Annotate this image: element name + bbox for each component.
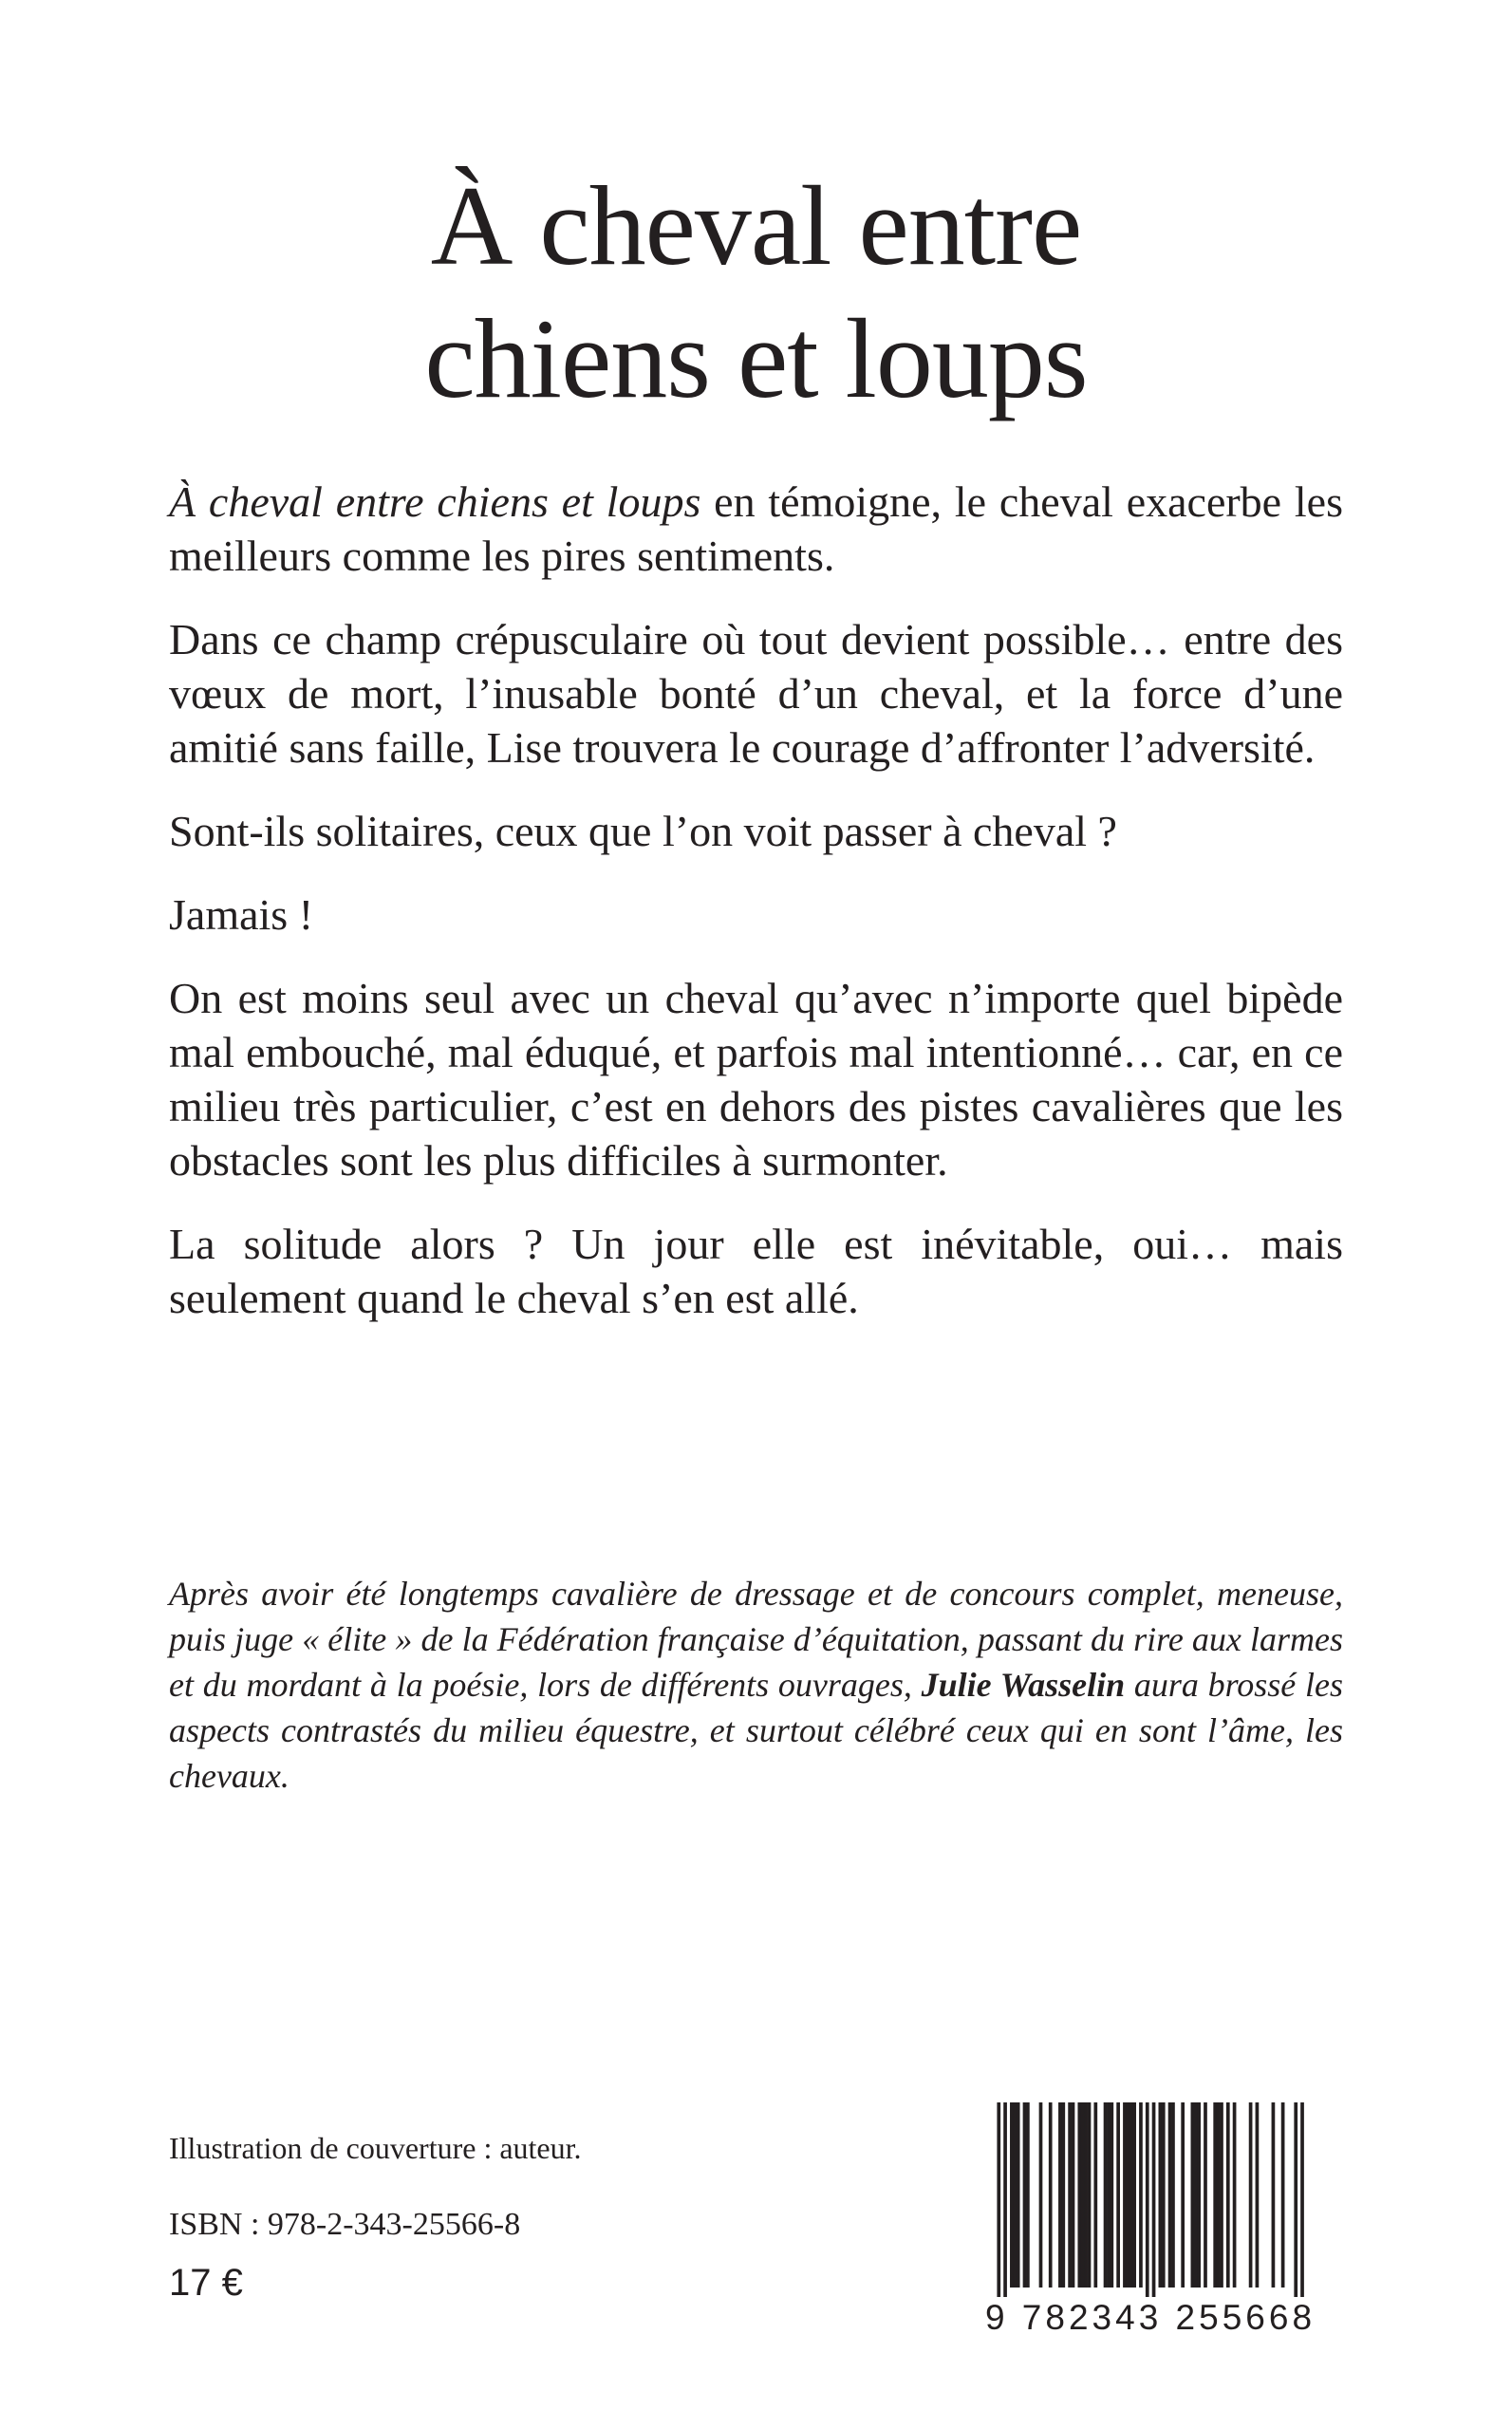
barcode-bar (1084, 2102, 1088, 2288)
barcode-bar (1123, 2102, 1127, 2288)
book-title-line-2: chiens et loups (424, 295, 1088, 421)
barcode-bar (1013, 2102, 1017, 2288)
barcode-bar (1249, 2102, 1253, 2288)
barcode-bar (1010, 2102, 1014, 2288)
barcode-bar (1049, 2102, 1053, 2288)
barcode-bar (1026, 2102, 1030, 2288)
barcode-bar (1197, 2102, 1201, 2288)
author-name: Julie Wasselin (921, 1666, 1126, 1704)
barcode-bar (1217, 2102, 1221, 2288)
barcode-bar (1107, 2102, 1111, 2288)
illustration-credit: Illustration de couverture : auteur. (169, 2131, 582, 2165)
barcode (961, 2102, 1339, 2345)
barcode-bar (1162, 2102, 1166, 2288)
barcode-bar (1058, 2102, 1062, 2288)
author-bio-text-1: Après avoir été longtemps cavalière de dressage et de concours complet, meneuse, puis juge « élite » de la Fédération française d’équitation, passant du rire aux larmes et du mordant à la poésie, lors de différents ouvrages, (169, 1575, 1343, 1704)
barcode-bar (1194, 2102, 1198, 2288)
barcode-bar (1256, 2102, 1260, 2288)
barcode-bar (1168, 2102, 1172, 2288)
barcode-digits: 9 782343 255668 (984, 2298, 1316, 2337)
barcode-bar (1116, 2102, 1120, 2288)
barcode-bar (1220, 2102, 1223, 2288)
barcode-bar (1061, 2102, 1065, 2288)
blurb-title-reference: À cheval entre chiens et loups (169, 477, 701, 526)
author-bio-text-2: aura brossé les aspects contrastés du milieu équestre, et surtout célébré ceux qui en sont l’âme, les chevaux. (169, 1666, 1344, 1795)
barcode-bar (1068, 2102, 1072, 2288)
barcode-bar (1003, 2102, 1007, 2297)
barcode-bars (961, 2102, 1339, 2297)
author-bio (169, 1571, 1343, 1799)
barcode-bar (1110, 2102, 1113, 2288)
barcode-bar (997, 2102, 1000, 2297)
barcode-bar (1300, 2102, 1304, 2297)
barcode-bar (1233, 2102, 1237, 2288)
blurb-paragraph-1-text: en témoigne, le cheval exacerbe les meilleurs comme les pires sentiments. (169, 477, 1343, 580)
price: 17 € (169, 2262, 243, 2304)
barcode-bar (1039, 2102, 1043, 2288)
book-title-line-1: À cheval entre (430, 162, 1082, 289)
book-title (0, 159, 1512, 425)
barcode-bar (1171, 2102, 1175, 2288)
barcode-bar (1072, 2102, 1075, 2288)
barcode-bar (1093, 2102, 1097, 2288)
barcode-bar (1077, 2102, 1081, 2288)
barcode-bar (1204, 2102, 1207, 2288)
blurb-paragraph-4: Jamais ! (169, 890, 314, 939)
barcode-bar (1272, 2102, 1276, 2288)
blurb-paragraph-5: On est moins seul avec un cheval qu’avec n’importe quel bipède mal embouché, mal éduqué, et parfois mal intentionné… car, en ce milieu très particulier, c’est en dehors des pistes cavalières que les obstacles sont les plus difficiles à surmonter. (169, 974, 1343, 1185)
barcode-bar (1139, 2102, 1143, 2288)
barcode-bar (1146, 2102, 1149, 2297)
barcode-bar (1017, 2102, 1020, 2288)
barcode-bar (1281, 2102, 1285, 2288)
barcode-bar (1023, 2102, 1027, 2288)
barcode-bar (1294, 2102, 1297, 2297)
barcode-bar (1126, 2102, 1129, 2288)
barcode-bar (1226, 2102, 1230, 2288)
barcode-bar (1213, 2102, 1217, 2288)
blurb-paragraph-6: La solitude alors ? Un jour elle est inévitable, oui… mais seulement quand le cheval s’en est allé. (169, 1220, 1343, 1322)
barcode-bar (1159, 2102, 1163, 2288)
barcode-bar (1081, 2102, 1085, 2288)
blurb (169, 475, 1343, 1354)
blurb-paragraph-2: Dans ce champ crépusculaire où tout devient possible… entre des vœux de mort, l’inusable bonté d’un cheval, et la force d’une amitié sans faille, Lise trouvera le courage d’affronter l’adversité. (169, 615, 1343, 772)
blurb-paragraph-1 (169, 475, 1343, 583)
barcode-bar (1181, 2102, 1185, 2288)
barcode-bar (1152, 2102, 1156, 2297)
blurb-paragraph-3: Sont-ils solitaires, ceux que l’on voit passer à cheval ? (169, 807, 1117, 855)
barcode-bar (1088, 2102, 1092, 2288)
barcode-bar (1104, 2102, 1108, 2288)
barcode-bar (1191, 2102, 1195, 2288)
isbn: ISBN : 978-2-343-25566-8 (169, 2207, 521, 2242)
barcode-bar (1132, 2102, 1136, 2288)
barcode-bar (1129, 2102, 1133, 2288)
